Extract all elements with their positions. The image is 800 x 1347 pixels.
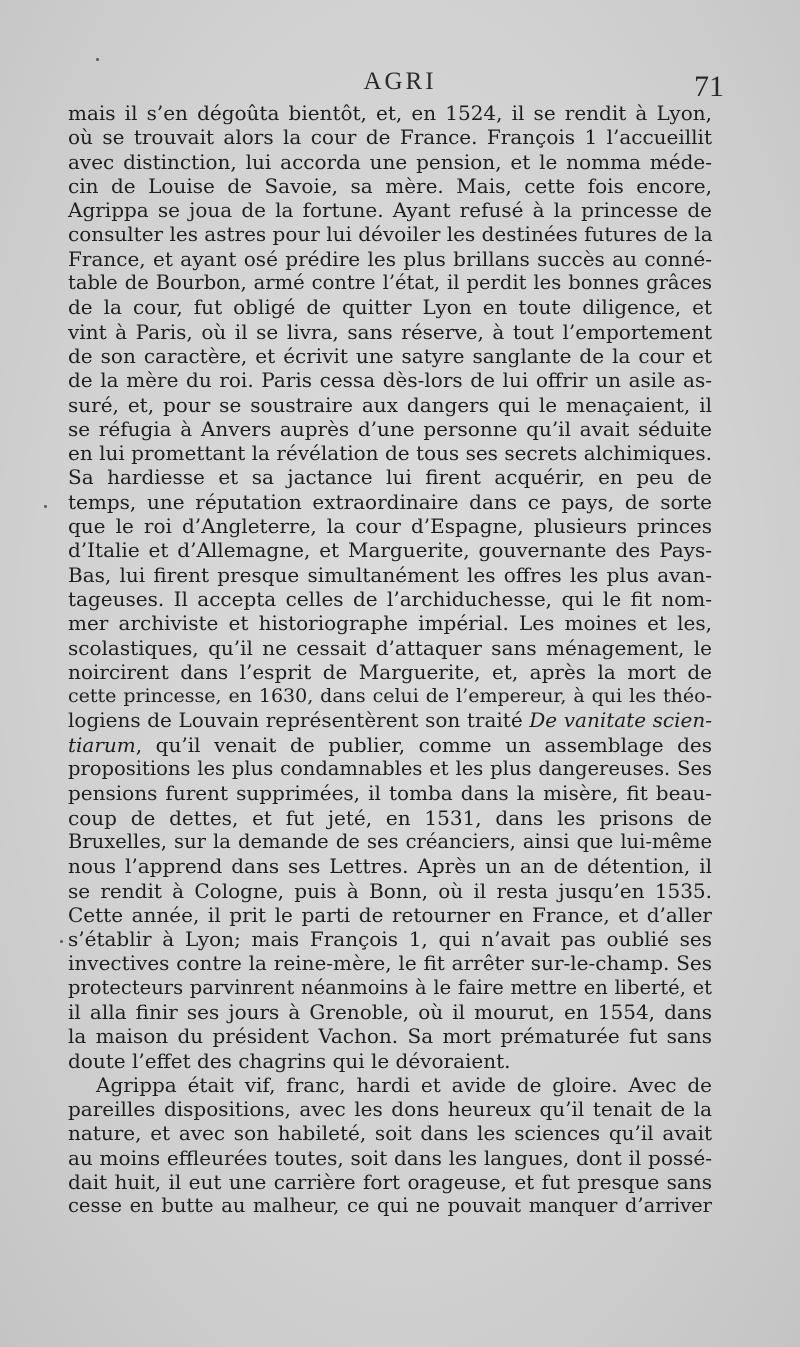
page-number: 71 xyxy=(694,70,724,103)
text-line: pensions furent supprimées, il tomba dans la misère, fit beau- xyxy=(68,781,712,806)
text-line: tageuses. Il accepta celles de l’archiduchesse, qui le fit nom- xyxy=(68,586,712,611)
text-line: se rendit à Cologne, puis à Bonn, où il resta jusqu’en 1535. xyxy=(68,878,712,903)
text-line: Bas, lui firent presque simultanément les offres les plus avan- xyxy=(68,562,712,587)
body-text xyxy=(68,101,712,1219)
text-line: d’Italie et d’Allemagne, et Marguerite, gouvernante des Pays- xyxy=(68,538,712,563)
text-line: nous l’apprend dans ses Lettres. Après un an de détention, il xyxy=(68,854,712,879)
text-line: se réfugia à Anvers auprès d’une personne qu’il avait séduite xyxy=(68,416,712,441)
text-line: Bruxelles, sur la demande de ses créanciers, ainsi que lui-même xyxy=(68,829,712,853)
text-line: Cette année, il prit le parti de retourner en France, et d’aller xyxy=(68,902,712,927)
text-line: coup de dettes, et fut jeté, en 1531, dans les prisons de xyxy=(68,805,712,830)
text-line: de son caractère, et écrivit une satyre sanglante de la cour et xyxy=(68,343,712,368)
text-line: s’établir à Lyon; mais François 1, qui n’avait pas oublié ses xyxy=(68,927,712,952)
text-line: invectives contre la reine-mère, le fit arrêter sur-le-champ. Ses xyxy=(68,951,712,976)
paper-speck xyxy=(44,505,47,508)
running-head xyxy=(0,68,800,103)
text-line: table de Bourbon, armé contre l’état, il perdit les bonnes grâces xyxy=(68,271,712,295)
text-line: de la cour, fut obligé de quitter Lyon en toute diligence, et xyxy=(68,295,712,320)
text-line: où se trouvait alors la cour de France. François 1 l’accueillit xyxy=(68,125,712,150)
text-line: dait huit, il eut une carrière fort orageuse, et fut presque sans xyxy=(68,1170,712,1195)
text-line: propositions les plus condamnables et les plus dangereuses. Ses xyxy=(68,757,712,781)
work-title-italic: De vanitate scien- xyxy=(529,708,712,733)
work-title-italic: tiarum xyxy=(68,732,136,757)
text-line xyxy=(68,733,712,757)
paper-speck xyxy=(96,58,99,61)
text-line xyxy=(68,708,712,732)
text-line: la maison du président Vachon. Sa mort prématurée fut sans xyxy=(68,1024,712,1049)
text-line: cette princesse, en 1630, dans celui de l’empereur, à qui les théo- xyxy=(68,685,712,708)
text-line: France, et ayant osé prédire les plus brillans succès au conné- xyxy=(68,246,712,271)
text-line: Sa hardiesse et sa jactance lui firent acquérir, en peu de xyxy=(68,465,712,490)
text-line: Agrippa était vif, franc, hardi et avide de gloire. Avec de xyxy=(96,1072,712,1097)
text-line: au moins effleurées toutes, soit dans les langues, dont il possé- xyxy=(68,1145,712,1170)
text-line: cin de Louise de Savoie, sa mère. Mais, cette fois encore, xyxy=(68,173,712,198)
text-line: avec distinction, lui accorda une pension, et le nomma méde- xyxy=(68,149,712,174)
text-line: pareilles dispositions, avec les dons heureux qu’il tenait de la xyxy=(68,1097,712,1122)
text-line: de la mère du roi. Paris cessa dès-lors de lui offrir un asile as- xyxy=(68,368,712,393)
text-line: vint à Paris, où il se livra, sans réserve, à tout l’emportement xyxy=(68,319,712,344)
text-line: scolastiques, qu’il ne cessait d’attaquer sans ménagement, le xyxy=(68,635,712,660)
text-line: noircirent dans l’esprit de Marguerite, et, après la mort de xyxy=(68,659,712,684)
text-line: temps, une réputation extraordinaire dans ce pays, de sorte xyxy=(68,489,712,514)
text-line: protecteurs parvinrent néanmoins à le faire mettre en liberté, et xyxy=(68,975,712,999)
text-fragment: , qu’il venait de publier, comme un assemblage des xyxy=(135,732,712,757)
text-line: Agrippa se joua de la fortune. Ayant refusé à la princesse de xyxy=(68,198,712,223)
text-line: cesse en butte au malheur, ce qui ne pouvait manquer d’arriver xyxy=(68,1194,712,1218)
running-title: AGRI xyxy=(363,68,437,95)
paper-speck xyxy=(60,940,63,943)
text-line: il alla finir ses jours à Grenoble, où il mourut, en 1554, dans xyxy=(68,999,712,1024)
text-line: nature, et avec son habileté, soit dans les sciences qu’il avait xyxy=(68,1121,712,1146)
text-line: en lui promettant la révélation de tous ses secrets alchimiques. xyxy=(68,441,712,466)
text-line: doute l’effet des chagrins qui le dévoraient. xyxy=(68,1048,511,1073)
text-line: mais il s’en dégoûta bientôt, et, en 1524, il se rendit à Lyon, xyxy=(68,101,712,125)
text-line: consulter les astres pour lui dévoiler les destinées futures de la xyxy=(68,222,713,247)
text-line: que le roi d’Angleterre, la cour d’Espagne, plusieurs princes xyxy=(68,514,712,539)
text-line: suré, et, pour se soustraire aux dangers qui le menaçaient, il xyxy=(68,392,712,417)
text-line: mer archiviste et historiographe impérial. Les moines et les, xyxy=(68,611,712,636)
text-fragment: logiens de Louvain représentèrent son traité xyxy=(68,708,523,733)
